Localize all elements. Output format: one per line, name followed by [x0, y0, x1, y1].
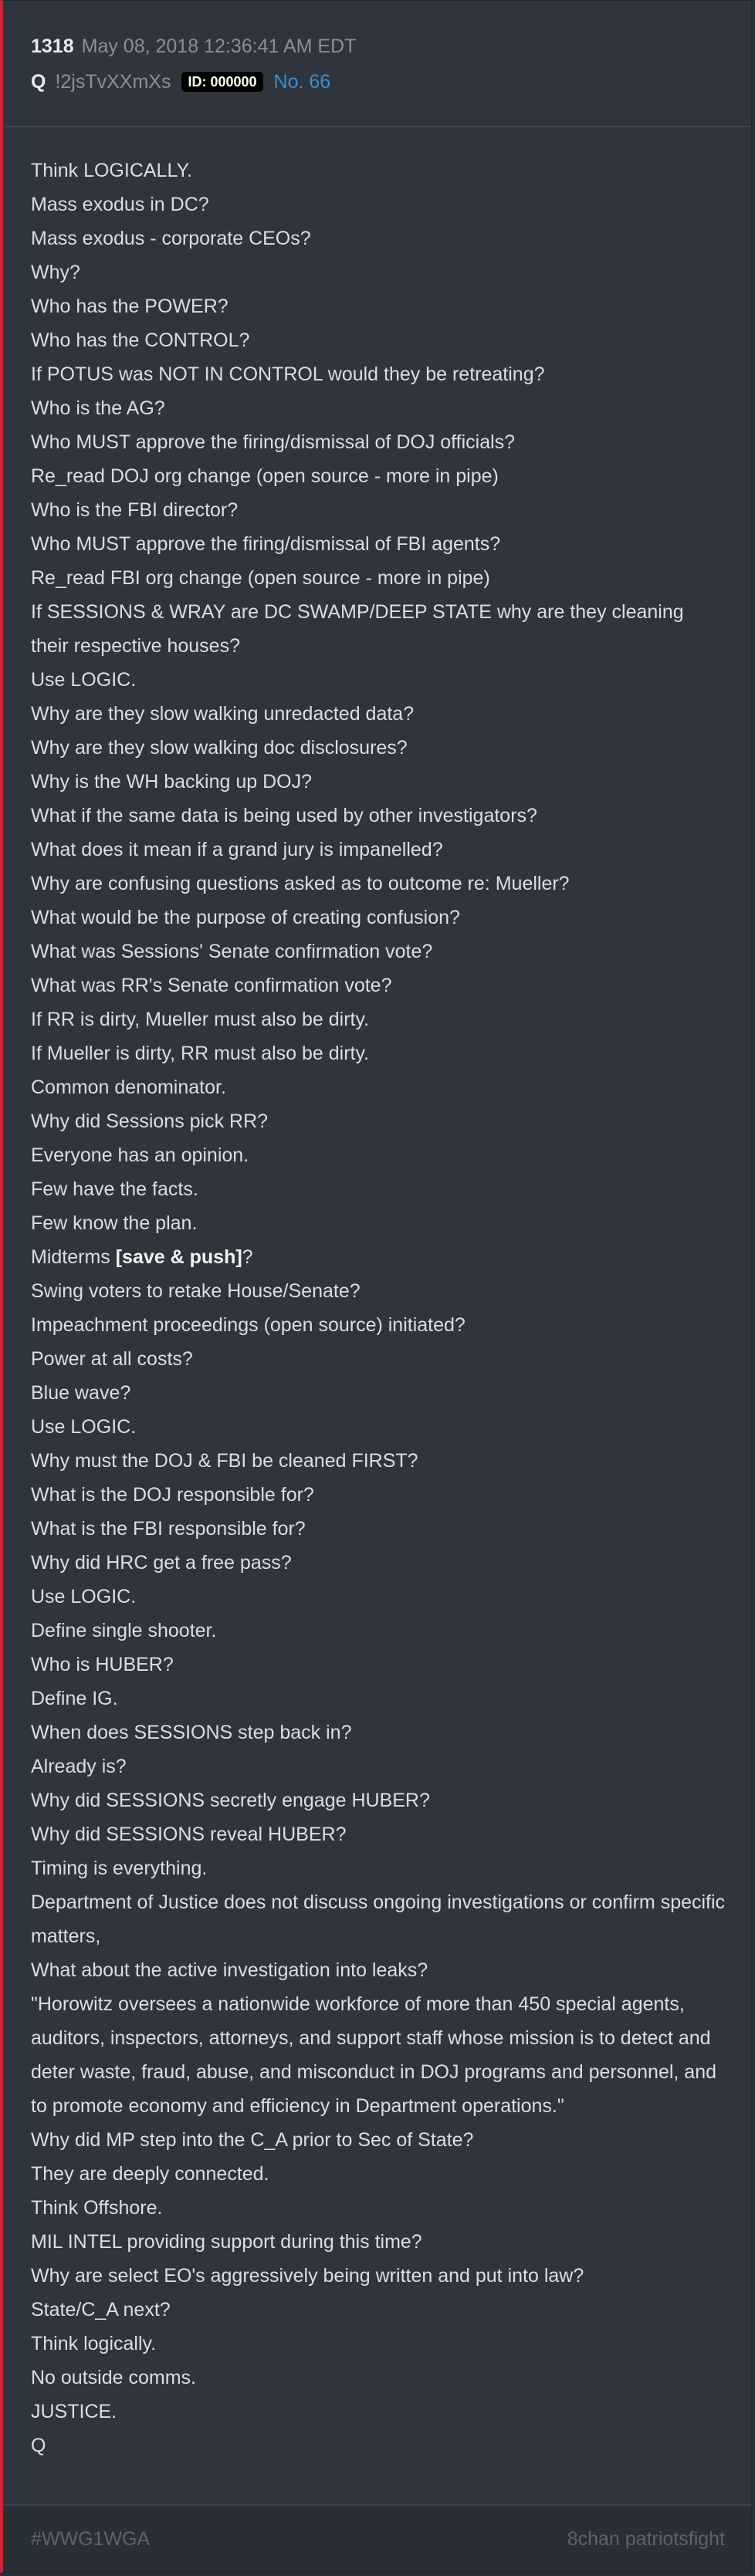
post-line: What is the DOJ responsible for? — [31, 1484, 314, 1506]
post-line: Think LOGICALLY. — [31, 160, 192, 181]
post-line: When does SESSIONS step back in? — [31, 1722, 352, 1743]
tripcode: !2jsTvXXmXs — [55, 71, 171, 93]
post-line: If Mueller is dirty, RR must also be dirty. — [31, 1043, 370, 1064]
post-line: Use LOGIC. — [31, 669, 137, 691]
post-footer — [3, 2504, 751, 2572]
post-line: MIL INTEL providing support during this time? — [31, 2231, 422, 2253]
post-line: State/C_A next? — [31, 2299, 171, 2321]
post-line: Power at all costs? — [31, 1348, 193, 1370]
post-line: Why? — [31, 262, 80, 283]
post-line-midterms — [31, 1240, 726, 1274]
post-line: Who is the AG? — [31, 397, 165, 419]
id-badge: ID: 000000 — [181, 72, 262, 92]
post-line: Think logically. — [31, 2333, 157, 2355]
post-line: If SESSIONS & WRAY are DC SWAMP/DEEP STATE why are they cleaning their respective houses? — [31, 601, 684, 657]
post-line: Who MUST approve the firing/dismissal of FBI agents? — [31, 533, 501, 555]
post-line: Mass exodus - corporate CEOs? — [31, 228, 311, 249]
post-line: Why must the DOJ & FBI be cleaned FIRST? — [31, 1450, 418, 1472]
post-line: Already is? — [31, 1756, 127, 1777]
post-line: Why is the WH backing up DOJ? — [31, 771, 313, 793]
post-line: Why are confusing questions asked as to outcome re: Mueller? — [31, 873, 570, 894]
post-number: 1318 — [31, 35, 74, 57]
source-label: 8chan patriotsfight — [567, 2528, 725, 2550]
post-line: Timing is everything. — [31, 1858, 208, 1879]
post-line: Why did Sessions pick RR? — [31, 1111, 269, 1132]
post-line: What about the active investigation into leaks? — [31, 1959, 428, 1981]
post-line: What was RR's Senate confirmation vote? — [31, 975, 392, 996]
post-line: What would be the purpose of creating confusion? — [31, 907, 460, 928]
post-line: Common denominator. — [31, 1077, 226, 1098]
post-meta-row — [31, 35, 356, 58]
post-line: No outside comms. — [31, 2367, 196, 2388]
post-line: Re_read FBI org change (open source - more in pipe) — [31, 567, 490, 589]
post-line: What is the FBI responsible for? — [31, 1518, 306, 1540]
post-body — [31, 154, 726, 2463]
post-line: Who is the FBI director? — [31, 499, 239, 521]
post-line: Department of Justice does not discuss ongoing investigations or confirm specific matters, — [31, 1891, 726, 1947]
post-line: If RR is dirty, Mueller must also be dirty. — [31, 1009, 370, 1030]
post-line: Why did HRC get a free pass? — [31, 1552, 292, 1574]
post-line: Impeachment proceedings (open source) initiated? — [31, 1314, 466, 1336]
post-line: Few have the facts. — [31, 1178, 198, 1200]
post-line: Blue wave? — [31, 1382, 131, 1404]
post-line: Who is HUBER? — [31, 1654, 174, 1675]
post-line: JUSTICE. — [31, 2401, 117, 2422]
post-line: Use LOGIC. — [31, 1586, 137, 1607]
midterms-bold: [save & push] — [115, 1246, 242, 1268]
post-line: Think Offshore. — [31, 2197, 163, 2219]
hashtag[interactable]: #WWG1WGA — [31, 2528, 151, 2550]
post-line: Why are they slow walking doc disclosures? — [31, 737, 408, 759]
post-line: "Horowitz oversees a nationwide workforce of more than 450 special agents, auditors, inspectors, attorneys, and support staff whose mission is to detect and deter waste, fraud, abuse, and misconduct in DOJ programs and personnel, and to promote economy and efficiency in Department operations." — [31, 1993, 717, 2117]
post-line: Who has the POWER? — [31, 296, 229, 317]
post-line: What was Sessions' Senate confirmation vote? — [31, 941, 433, 962]
post-line: If POTUS was NOT IN CONTROL would they be retreating? — [31, 363, 545, 385]
post-line: Define single shooter. — [31, 1620, 217, 1641]
post-line: What does it mean if a grand jury is impanelled? — [31, 839, 443, 860]
post-line: Re_read DOJ org change (open source - more in pipe) — [31, 465, 499, 487]
post-header — [3, 1, 751, 127]
post-line: Who MUST approve the firing/dismissal of DOJ officials? — [31, 431, 516, 453]
post-line: Why are select EO's aggressively being written and put into law? — [31, 2265, 584, 2287]
author-name: Q — [31, 71, 46, 93]
post-line: Everyone has an opinion. — [31, 1144, 249, 1166]
post-line: Define IG. — [31, 1688, 118, 1709]
post-date: May 08, 2018 12:36:41 AM EDT — [81, 35, 357, 57]
post-line: Who has the CONTROL? — [31, 330, 250, 351]
post-line: Use LOGIC. — [31, 1416, 137, 1438]
post-line: Swing voters to retake House/Senate? — [31, 1280, 361, 1302]
post-line: Mass exodus in DC? — [31, 194, 209, 215]
post-line: Why did SESSIONS reveal HUBER? — [31, 1824, 347, 1845]
post-line: Few know the plan. — [31, 1212, 198, 1234]
post-line: Why are they slow walking unredacted data? — [31, 703, 415, 725]
post-number-link[interactable]: No. 66 — [273, 71, 331, 93]
post-author-row — [31, 70, 330, 93]
post-line: Q — [31, 2435, 46, 2456]
post-line: What if the same data is being used by other investigators? — [31, 805, 537, 827]
post-line: Why did MP step into the C_A prior to Sec of State? — [31, 2129, 474, 2151]
midterms-prefix: Midterms — [31, 1246, 116, 1268]
post-line: Why did SESSIONS secretly engage HUBER? — [31, 1790, 430, 1811]
midterms-suffix: ? — [242, 1246, 253, 1268]
post-line: They are deeply connected. — [31, 2163, 269, 2185]
